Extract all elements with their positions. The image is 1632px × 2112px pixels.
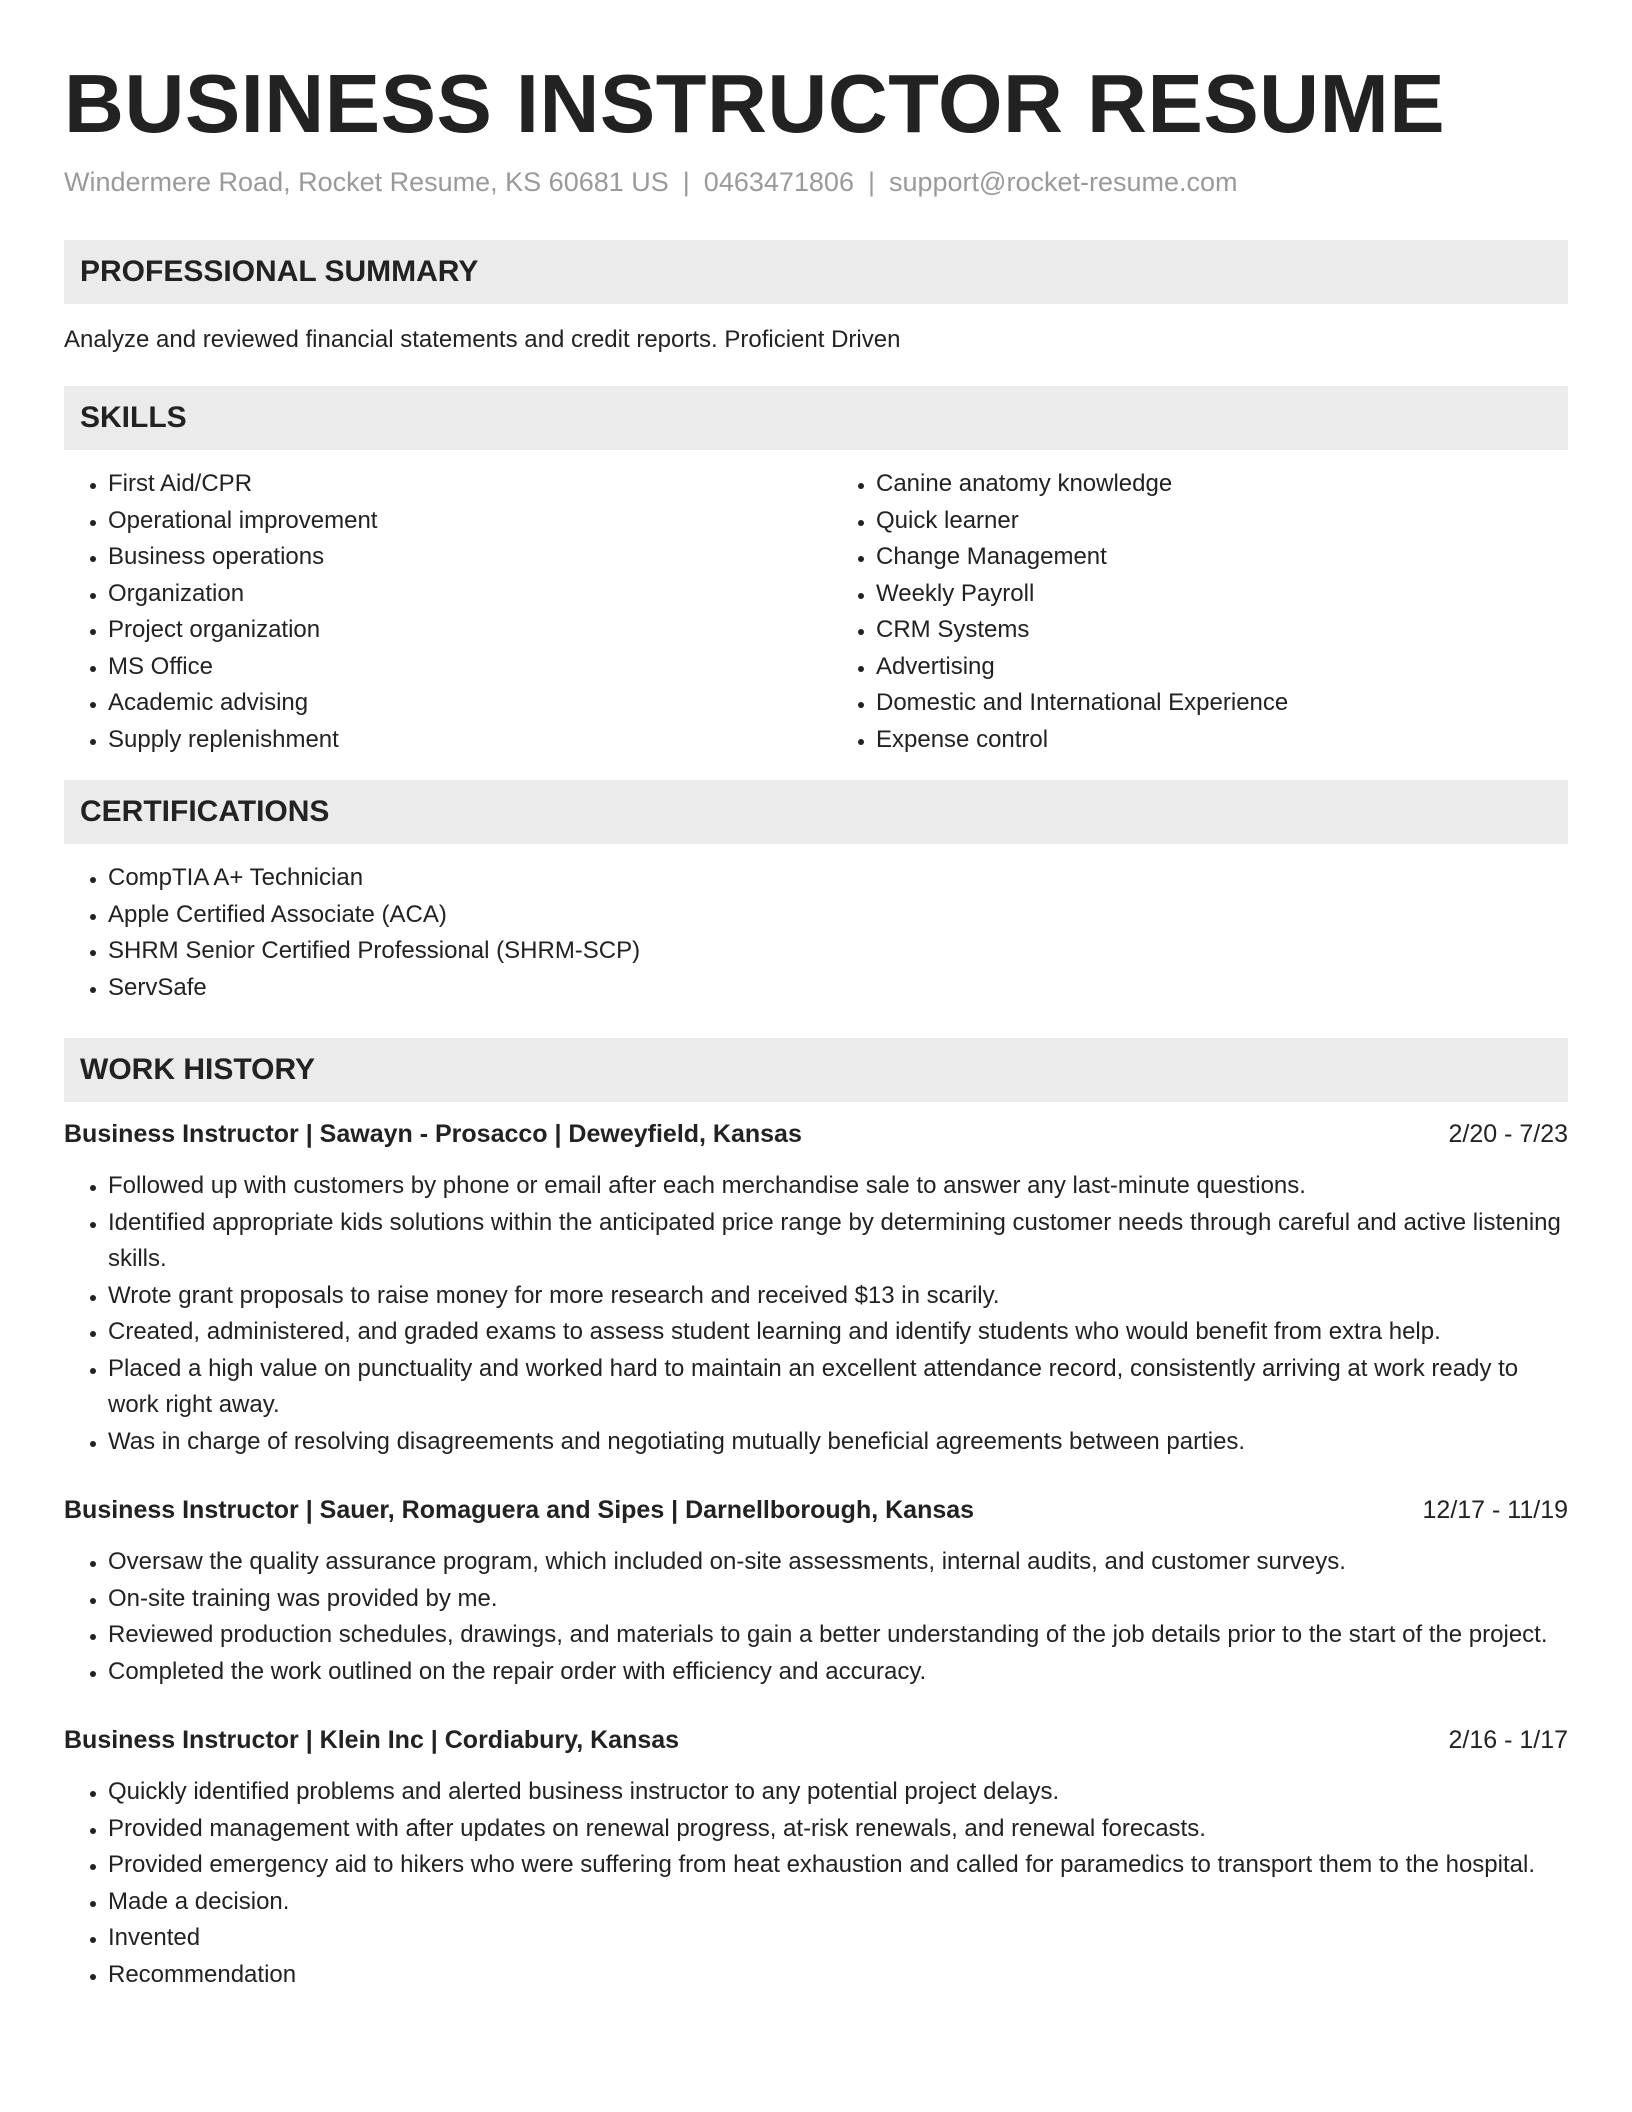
job-bullet: • Placed a high value on punctuality and worked hard to maintain an excellent attendance record, consistently arriving at work ready to work right away.	[108, 1351, 1568, 1424]
job-bullet: • Provided emergency aid to hikers who were suffering from heat exhaustion and called for paramedics to transport them to the hospital.	[108, 1847, 1568, 1884]
skill-item: • Business operations	[108, 539, 816, 576]
certification-item: • Apple Certified Associate (ACA)	[108, 897, 1568, 934]
job-title: Business Instructor | Klein Inc | Cordiabury, Kansas	[64, 1726, 680, 1754]
separator: |	[867, 167, 875, 197]
skill-item: • MS Office	[108, 649, 816, 686]
skill-item: • Change Management	[876, 539, 1568, 576]
section-header-summary: PROFESSIONAL SUMMARY	[64, 240, 1568, 304]
contact-line	[64, 164, 1568, 200]
skill-item: • Organization	[108, 576, 816, 613]
resume-title: BUSINESS INSTRUCTOR RESUME	[64, 57, 1446, 150]
job-bullet: • Followed up with customers by phone or email after each merchandise sale to answer any last-minute questions.	[108, 1168, 1568, 1205]
skill-item: • Project organization	[108, 612, 816, 649]
section-header-skills: SKILLS	[64, 386, 1568, 450]
job-bullet: • Wrote grant proposals to raise money for more research and received $13 in scarily.	[108, 1278, 1568, 1315]
job-bullet: • Created, administered, and graded exams to assess student learning and identify students who would benefit from extra help.	[108, 1314, 1568, 1351]
job-bullet: • Invented	[108, 1920, 1568, 1957]
job-dates: 2/16 - 1/17	[1448, 1726, 1568, 1754]
job-dates: 12/17 - 11/19	[1422, 1496, 1568, 1524]
job-bullet: • On-site training was provided by me.	[108, 1581, 1568, 1618]
skill-item: • Academic advising	[108, 685, 816, 722]
job-header	[64, 1492, 1568, 1528]
certification-item: • CompTIA A+ Technician	[108, 860, 1568, 897]
job-bullet: • Made a decision.	[108, 1884, 1568, 1921]
skill-item: • Weekly Payroll	[876, 576, 1568, 613]
skill-item: • Quick learner	[876, 503, 1568, 540]
skill-item: • Supply replenishment	[108, 722, 816, 759]
job-title: Business Instructor | Sauer, Romaguera and Sipes | Darnellborough, Kansas	[64, 1496, 975, 1524]
job-bullet: • Provided management with after updates on renewal progress, at-risk renewals, and renewal forecasts.	[108, 1811, 1568, 1848]
email-link[interactable]: support@rocket-resume.com	[888, 167, 1238, 197]
job-header	[64, 1116, 1568, 1152]
address: Windermere Road, Rocket Resume, KS 60681 US	[64, 167, 669, 197]
job-bullet-list	[64, 1168, 1568, 1460]
certification-item: • ServSafe	[108, 970, 1568, 1007]
job-bullet: • Identified appropriate kids solutions within the anticipated price range by determining customer needs through careful and active listening skills.	[108, 1205, 1568, 1278]
job-bullet-list	[64, 1774, 1568, 1993]
job-bullet: • Was in charge of resolving disagreements and negotiating mutually beneficial agreements between parties.	[108, 1424, 1568, 1461]
skill-item: • Operational improvement	[108, 503, 816, 540]
skill-item: • CRM Systems	[876, 612, 1568, 649]
certification-item: • SHRM Senior Certified Professional (SHRM-SCP)	[108, 933, 1568, 970]
separator: |	[682, 167, 690, 197]
skill-item: • Canine anatomy knowledge	[876, 466, 1568, 503]
job-bullet: • Completed the work outlined on the repair order with efficiency and accuracy.	[108, 1654, 1568, 1691]
job-header	[64, 1722, 1568, 1758]
job-dates: 2/20 - 7/23	[1448, 1120, 1568, 1148]
skills-list-right	[816, 466, 1568, 758]
skills-list-left	[64, 466, 816, 758]
skill-item: • Expense control	[876, 722, 1568, 759]
section-header-work-history: WORK HISTORY	[64, 1038, 1568, 1102]
skill-item: • Advertising	[876, 649, 1568, 686]
summary-text: Analyze and reviewed financial statements and credit reports. Proficient Driven	[64, 326, 901, 353]
skill-item: • First Aid/CPR	[108, 466, 816, 503]
job-title: Business Instructor | Sawayn - Prosacco | Deweyfield, Kansas	[64, 1120, 802, 1148]
section-header-certifications: CERTIFICATIONS	[64, 780, 1568, 844]
certifications-list	[64, 860, 1568, 1006]
job-bullet: • Quickly identified problems and alerted business instructor to any potential project delays.	[108, 1774, 1568, 1811]
phone: 0463471806	[703, 167, 854, 197]
job-bullet-list	[64, 1544, 1568, 1690]
job-bullet: • Oversaw the quality assurance program, which included on-site assessments, internal audits, and customer surveys.	[108, 1544, 1568, 1581]
skill-item: • Domestic and International Experience	[876, 685, 1568, 722]
skills-grid	[64, 466, 1568, 758]
job-bullet: • Reviewed production schedules, drawings, and materials to gain a better understanding of the job details prior to the start of the project.	[108, 1617, 1568, 1654]
job-bullet: • Recommendation	[108, 1957, 1568, 1994]
